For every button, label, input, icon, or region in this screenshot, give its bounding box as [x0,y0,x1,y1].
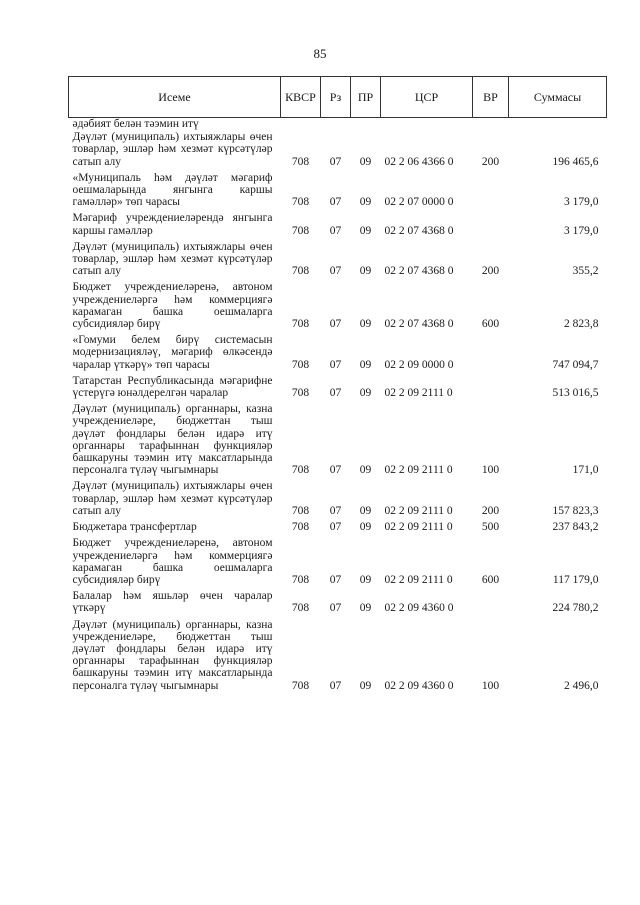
cell-pr: 09 [359,573,372,586]
cell-rz: 07 [329,504,342,517]
budget-table [68,76,607,696]
cell-rz: 07 [329,679,342,692]
cell-rz: 07 [329,573,342,586]
cell-kvsr: 708 [291,573,310,586]
cell-pr: 09 [359,358,372,371]
cell-sum: 3 179,0 [564,224,599,237]
table-body [69,118,607,696]
cell-sum: 747 094,7 [552,358,599,371]
table-row [69,334,607,375]
cell-vr: 500 [481,521,500,534]
cell-vr: 200 [481,504,500,517]
cell-name: «Гомуми белем бирү системасын модернизацияләү, мәгариф өлкәсендә чаралар үткәрү» төп чарасы [72,334,273,371]
cell-pr: 09 [359,318,372,331]
cell-name: Татарстан Республикасында мәгарифне үстерүгә юнәлдерелгән чаралар [72,374,273,400]
cell-vr [473,172,509,213]
table-row [69,241,607,282]
cell-name: Дәүләт (муниципаль) ихтыяжлары өчен товарлар, эшләр һәм хезмәт күрсәтүләр сатып алу [72,131,273,168]
cell-csr: 02 2 09 2111 0 [384,387,453,400]
table-header [69,77,607,118]
cell-sum: 3 179,0 [564,196,599,209]
cell-csr: 02 2 09 0000 0 [384,358,454,371]
cell-kvsr: 708 [291,464,310,477]
cell-name: Дәүләт (муниципаль) органнары, казна учреждениеләре, бюджеттан тыш дәүләт фондлары белән идарә итү органнары тарафыннан функцияләр башкаруны тәэмин итү максатларында персоналга түләү чыгымнары [72,618,273,692]
cell-pr: 09 [359,387,372,400]
column-header-name: Исеме [69,77,281,118]
cell-vr [473,590,509,618]
cell-kvsr: 708 [291,679,310,692]
cell-sum: 2 823,8 [564,318,599,331]
cell-rz: 07 [329,358,342,371]
cell-pr: 09 [359,155,372,168]
cell-kvsr: 708 [291,224,310,237]
cell-csr [381,118,473,132]
column-header-sum: Суммасы [509,77,607,118]
cell-csr: 02 2 09 2111 0 [384,521,453,534]
cell-pr: 09 [359,464,372,477]
table-row [69,619,607,696]
cell-sum: 157 823,3 [552,504,599,517]
cell-csr: 02 2 07 4368 0 [384,265,454,278]
column-header-pr: ПР [351,77,381,118]
column-header-csr: ЦСР [381,77,473,118]
cell-kvsr: 708 [291,196,310,209]
column-header-rz: Рз [321,77,351,118]
cell-csr: 02 2 09 4360 0 [384,679,454,692]
cell-name: «Муниципаль һәм дәүләт мәгариф оешмаларында янгынга каршы гамәлләр» төп чарасы [72,171,273,209]
cell-vr: 600 [481,573,500,586]
cell-vr: 600 [481,318,500,331]
cell-name: Мәгариф учреждениеләрендә янгынга каршы гамәлләр [72,212,273,237]
page-number: 85 [313,46,327,61]
table-row [69,403,607,480]
cell-pr: 09 [359,224,372,237]
cell-csr: 02 2 07 4368 0 [384,224,454,237]
table-row [69,212,607,240]
cell-kvsr: 708 [291,265,310,278]
cell-pr: 09 [359,679,372,692]
cell-vr [473,212,509,240]
cell-vr [473,118,509,132]
cell-pr: 09 [359,521,372,534]
cell-name: Балалар һәм яшьләр өчен чаралар үткәрү [72,590,273,615]
cell-kvsr: 708 [291,504,310,517]
table-row [69,537,607,590]
cell-kvsr: 708 [291,155,310,168]
cell-csr: 02 2 07 0000 0 [384,196,454,209]
cell-vr: 200 [481,265,500,278]
cell-kvsr: 708 [291,358,310,371]
table-row [69,521,607,537]
cell-vr: 100 [481,679,500,692]
cell-pr [351,118,381,132]
cell-rz: 07 [329,521,342,534]
cell-sum: 2 496,0 [564,679,599,692]
cell-sum: 224 780,2 [552,602,599,615]
cell-sum: 355,2 [572,265,599,278]
cell-kvsr: 708 [291,318,310,331]
cell-name: әдәбият белән тәэмин итү [72,118,199,130]
cell-vr [473,334,509,375]
table-row [69,131,607,172]
cell-csr: 02 2 09 2111 0 [384,464,453,477]
cell-csr: 02 2 07 4368 0 [384,318,454,331]
cell-sum: 117 179,0 [552,573,599,586]
cell-rz: 07 [329,196,342,209]
table-row [69,375,607,403]
cell-csr: 02 2 06 4366 0 [384,155,454,168]
cell-rz: 07 [329,265,342,278]
table-row [69,480,607,521]
table-row [69,118,607,132]
cell-rz: 07 [329,155,342,168]
table-row [69,590,607,618]
cell-kvsr [281,118,321,132]
cell-csr: 02 2 09 4360 0 [384,602,454,615]
table-row [69,281,607,334]
cell-rz: 07 [329,224,342,237]
cell-pr: 09 [359,265,372,278]
cell-csr: 02 2 09 2111 0 [384,504,453,517]
cell-name: Дәүләт (муниципаль) органнары, казна учреждениеләре, бюджеттан тыш дәүләт фондлары белән идарә итү органнары тарафыннан функцияләр башкаруны тәэмин итү максатларында персоналга түләү чыгымнары [72,403,273,477]
cell-csr: 02 2 09 2111 0 [384,573,453,586]
column-header-kvsr: КВСР [281,77,321,118]
cell-kvsr: 708 [291,602,310,615]
cell-kvsr: 708 [291,521,310,534]
cell-pr: 09 [359,196,372,209]
cell-sum: 513 016,5 [552,387,599,400]
cell-vr: 200 [481,155,500,168]
cell-sum: 171,0 [572,464,599,477]
cell-rz: 07 [329,602,342,615]
cell-sum: 237 843,2 [552,521,599,534]
column-header-vr: ВР [473,77,509,118]
cell-name: Бюджет учреждениеләренә, автоном учреждениеләргә һәм коммерциягә карамаган башка оешмаларга субсидияләр бирү [72,281,273,331]
cell-pr: 09 [359,602,372,615]
cell-pr: 09 [359,504,372,517]
cell-vr: 100 [481,464,500,477]
cell-sum [509,118,607,132]
cell-sum: 196 465,6 [552,155,599,168]
cell-vr [473,375,509,403]
cell-kvsr: 708 [291,387,310,400]
cell-name: Бюджет учреждениеләренә, автоном учреждениеләргә һәм коммерциягә карамаган башка оешмаларга субсидияләр бирү [72,537,273,586]
cell-name: Дәүләт (муниципаль) ихтыяжлары өчен товарлар, эшләр һәм хезмәт күрсәтүләр сатып алу [72,480,273,517]
cell-rz [321,118,351,132]
cell-name: Бюджетара трансфертлар [72,521,197,534]
cell-rz: 07 [329,387,342,400]
table-row [69,172,607,213]
cell-name: Дәүләт (муниципаль) ихтыяжлары өчен товарлар, эшләр һәм хезмәт күрсәтүләр сатып алу [72,240,273,278]
cell-rz: 07 [329,464,342,477]
cell-rz: 07 [329,318,342,331]
